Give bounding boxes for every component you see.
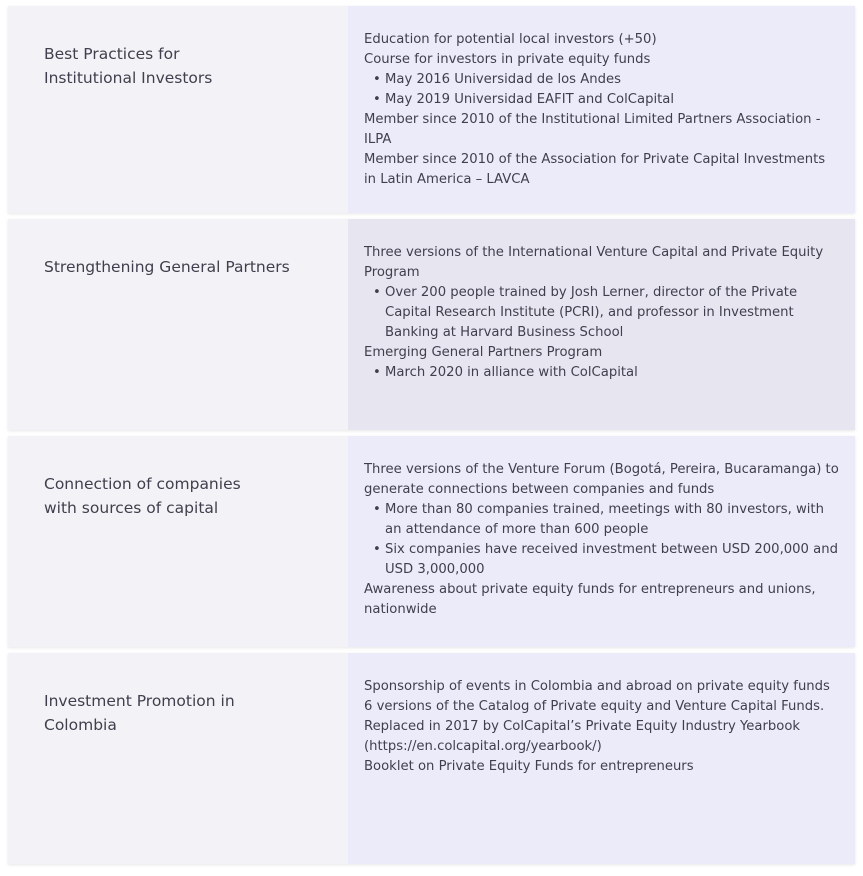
row-content: [348, 653, 855, 864]
bullet-item: • Six companies have received investment between USD 200,000 and USD 3,000,000: [385, 540, 839, 580]
bullet-list: [364, 500, 839, 580]
table-row: [8, 436, 855, 647]
table-row: [8, 6, 855, 213]
row-title-text: Strengthening General Partners: [44, 258, 290, 276]
bullet-item: • May 2019 Universidad EAFIT and ColCapital: [385, 90, 839, 110]
row-title-text: Connection of companies with sources of capital: [44, 475, 241, 517]
content-text: Education for potential local investors (+50): [364, 32, 657, 47]
bullet-list: [364, 283, 839, 343]
content-text: Three versions of the Venture Forum (Bogotá, Pereira, Bucaramanga) to generate connections between companies and funds: [364, 462, 839, 497]
row-content: [348, 219, 855, 430]
row-title: [8, 653, 348, 864]
row-title-text: Best Practices for Institutional Investors: [44, 45, 213, 87]
content-text: 6 versions of the Catalog of Private equity and Venture Capital Funds. Replaced in 2017 by ColCapital’s Private Equity Industry Yearbook (https://en.colcapital.org/yearbook/): [364, 699, 825, 754]
content-text: Awareness about private equity funds for entrepreneurs and unions, nationwide: [364, 582, 816, 617]
bullet-item: • More than 80 companies trained, meetings with 80 investors, with an attendance of more than 600 people: [385, 500, 839, 540]
row-title: [8, 6, 348, 213]
row-title: [8, 219, 348, 430]
content-text: Member since 2010 of the Association for Private Capital Investments in Latin America – LAVCA: [364, 152, 826, 187]
content-text: Course for investors in private equity funds: [364, 52, 651, 67]
bullet-item: • May 2016 Universidad de los Andes: [385, 70, 839, 90]
table-row: [8, 219, 855, 430]
content-text: Member since 2010 of the Institutional Limited Partners Association - ILPA: [364, 112, 821, 147]
content-text: Sponsorship of events in Colombia and abroad on private equity funds: [364, 679, 830, 694]
row-title-text: Investment Promotion in Colombia: [44, 692, 235, 734]
row-content: [348, 6, 855, 213]
row-content: [348, 436, 855, 647]
table-row: [8, 653, 855, 864]
programs-table: [8, 6, 855, 870]
bullet-item: • March 2020 in alliance with ColCapital: [385, 363, 839, 383]
row-title: [8, 436, 348, 647]
bullet-list: [364, 363, 839, 383]
content-text: Emerging General Partners Program: [364, 345, 603, 360]
bullet-list: [364, 70, 839, 110]
content-text: Booklet on Private Equity Funds for entrepreneurs: [364, 759, 694, 774]
content-text: Three versions of the International Venture Capital and Private Equity Program: [364, 245, 824, 280]
bullet-item: • Over 200 people trained by Josh Lerner, director of the Private Capital Research Institute (PCRI), and professor in Investment Banking at Harvard Business School: [385, 283, 839, 343]
